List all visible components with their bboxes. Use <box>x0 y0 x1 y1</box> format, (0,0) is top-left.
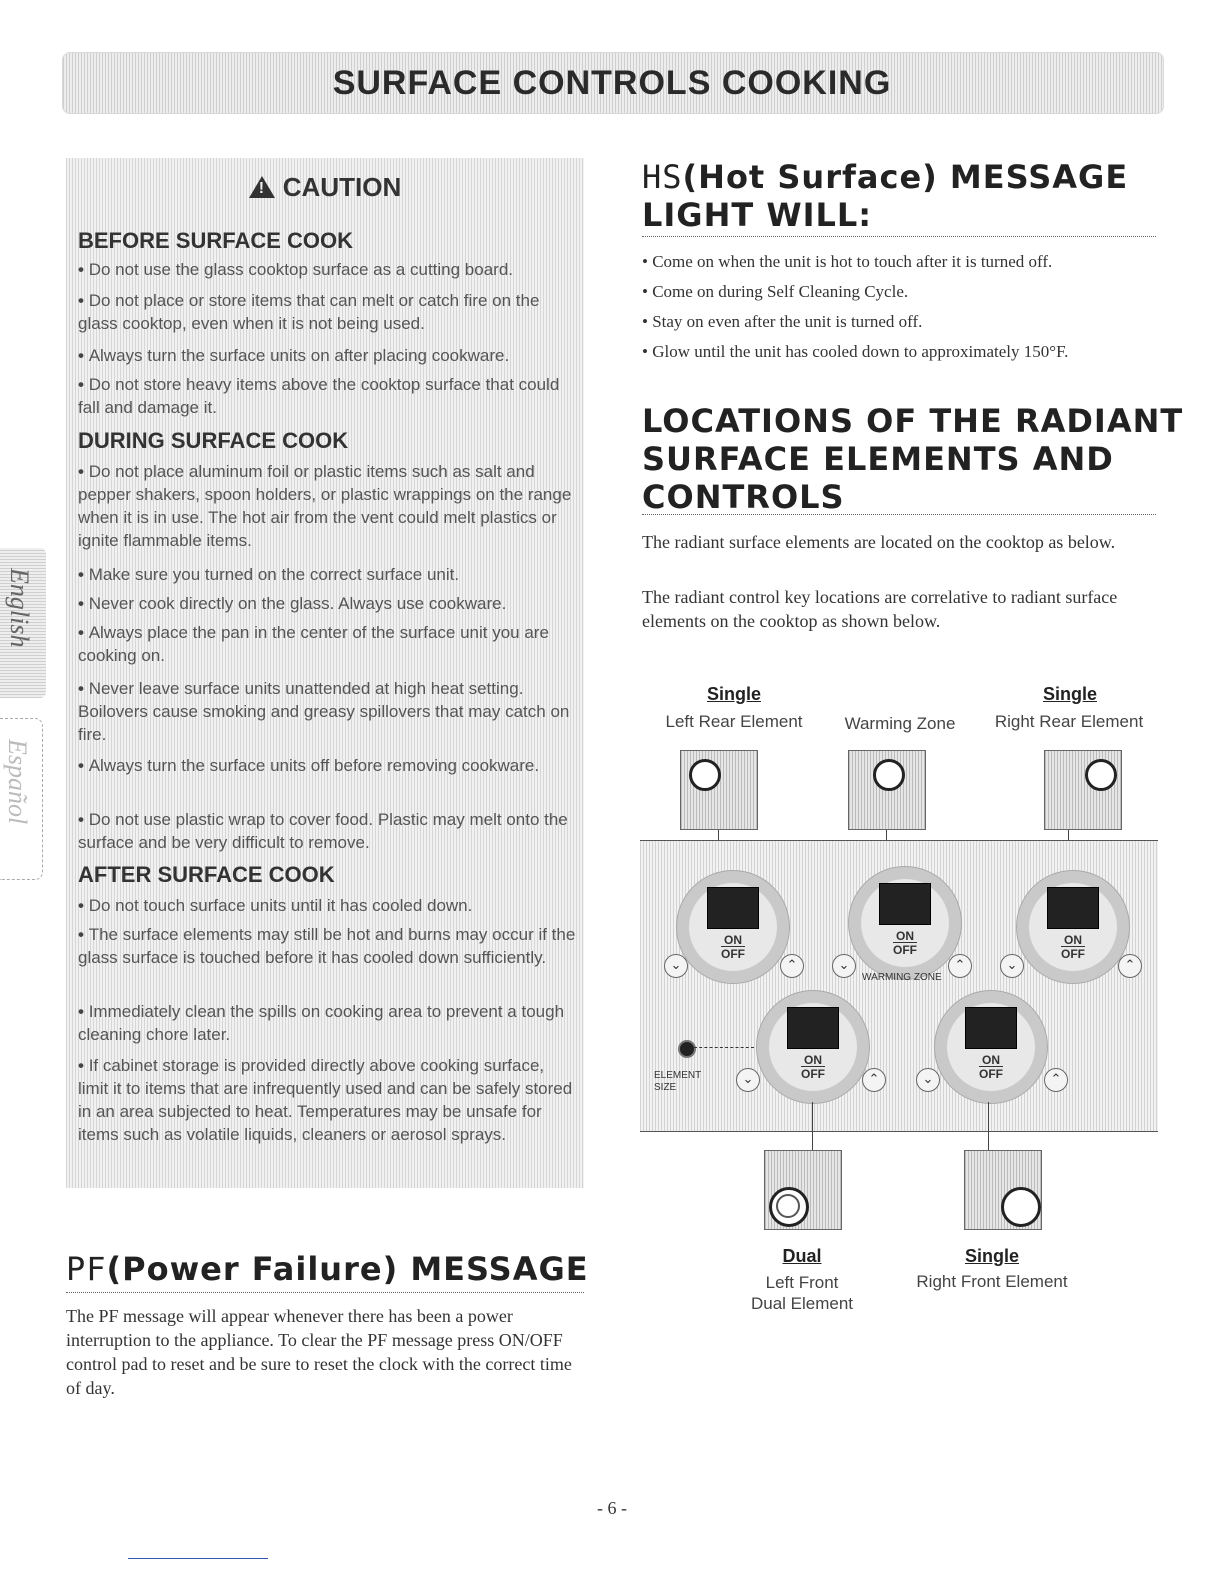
divider <box>642 514 1156 515</box>
section-heading: DURING SURFACE COOK <box>78 428 349 453</box>
caution-item: • Always place the pan in the center of the surface unit you are cooking on. <box>78 623 549 665</box>
tab-espanol[interactable] <box>0 718 43 880</box>
caution-item: • Always turn the surface units on after placing cookware. <box>78 346 510 365</box>
element-type-label: Dual <box>782 1246 822 1266</box>
pf-text: The PF message will appear whenever there has been a power interruption to the appliance. To clear the PF message press ON/OFF control pad to reset and be sure to reset the clock with the correct time of day. <box>66 1306 572 1398</box>
caution-item: • Make sure you turned on the correct surface unit. <box>78 565 460 584</box>
element-type-label: Single <box>1042 684 1097 704</box>
element-name-label: Left Rear Element <box>665 712 803 731</box>
caution-item: • Do not use plastic wrap to cover food. Plastic may melt onto the surface and be very difficult to remove. <box>78 810 568 852</box>
right-front-element <box>964 1150 1042 1230</box>
warming-zone-element <box>848 750 926 830</box>
footer-rule <box>128 1558 268 1559</box>
decrease-button[interactable]: ⌄ <box>832 954 856 978</box>
page-number: - 6 - <box>597 1498 627 1518</box>
hs-item: • Come on during Self Cleaning Cycle. <box>642 282 909 301</box>
knob-display <box>879 883 931 925</box>
knob-display <box>707 887 759 929</box>
caution-item: • Do not place or store items that can melt or catch fire on the glass cooktop, even when it is not being used. <box>78 291 540 333</box>
element-type-label: Single <box>964 1246 1019 1266</box>
tab-english[interactable] <box>0 548 46 698</box>
element-name-label: Right Rear Element <box>994 712 1144 731</box>
left-rear-knob[interactable]: ON $\overline{OFF}$ <box>676 870 790 984</box>
hs-item: • Glow until the unit has cooled down to approximately 150°F. <box>642 342 1069 361</box>
connector-line <box>988 1102 989 1152</box>
right-front-knob[interactable]: ON $\overline{OFF}$ <box>934 990 1048 1104</box>
hs-item: • Come on when the unit is hot to touch after it is turned off. <box>642 252 1053 271</box>
caution-item: • Immediately clean the spills on cooking area to prevent a tough cleaning chore later. <box>78 1002 565 1044</box>
tab-english-label: English <box>5 568 34 648</box>
caution-title: !CAUTION <box>66 172 584 203</box>
element-name-label: Right Front Element <box>916 1272 1068 1291</box>
section-heading: BEFORE SURFACE COOK <box>78 228 354 253</box>
element-name-label: Left Front Dual Element <box>750 1273 854 1313</box>
locations-para-2: The radiant control key locations are correlative to radiant surface elements on the cooktop as shown below. <box>642 587 1118 631</box>
caution-item: • Do not use the glass cooktop surface as a cutting board. <box>78 260 513 279</box>
element-name-label: Warming Zone <box>844 714 956 733</box>
divider <box>642 236 1156 237</box>
warning-icon <box>249 176 275 198</box>
caution-item: • Do not store heavy items above the cooktop surface that could fall and damage it. <box>78 375 560 417</box>
increase-button[interactable]: ⌃ <box>948 954 972 978</box>
caution-item: • Do not place aluminum foil or plastic items such as salt and pepper shakers, spoon holders, or plastic wrappings on the range when it is in use. The hot air from the vent could melt plastics or ignite flammable items. <box>78 462 572 550</box>
hs-heading-line2: LIGHT WILL: <box>642 196 873 234</box>
knob-display <box>965 1007 1017 1049</box>
element-size-label: ELEMENT SIZE <box>654 1070 702 1093</box>
element-type-label: Single <box>706 684 761 704</box>
locations-heading: LOCATIONS OF THE RADIANT SURFACE ELEMENTS AND CONTROLS <box>642 402 1184 516</box>
knob-display <box>787 1007 839 1049</box>
decrease-button[interactable]: ⌄ <box>916 1068 940 1092</box>
decrease-button[interactable]: ⌄ <box>664 954 688 978</box>
decrease-button[interactable]: ⌄ <box>736 1068 760 1092</box>
connector-line <box>812 1102 813 1152</box>
divider <box>66 1292 584 1293</box>
hs-item: • Stay on even after the unit is turned off. <box>642 312 923 331</box>
caution-item: • Never cook directly on the glass. Always use cookware. <box>78 594 507 613</box>
tab-espanol-label: Español <box>3 739 32 825</box>
right-rear-element <box>1044 750 1122 830</box>
caution-item: • Never leave surface units unattended at high heat setting. Boilovers cause smoking and greasy spillovers that may catch on fire. <box>78 679 570 744</box>
locations-para-1: The radiant surface elements are located on the cooktop as below. <box>642 532 1116 552</box>
page-title: SURFACE CONTROLS COOKING <box>332 64 892 102</box>
warming-zone-label: WARMING ZONE <box>862 972 942 983</box>
left-front-dual-element <box>764 1150 842 1230</box>
increase-button[interactable]: ⌃ <box>780 954 804 978</box>
caution-item: • Always turn the surface units off before removing cookware. <box>78 756 540 775</box>
caution-item: • Do not touch surface units until it has cooled down. <box>78 896 473 915</box>
increase-button[interactable]: ⌃ <box>1044 1068 1068 1092</box>
left-front-knob[interactable]: ON $\overline{OFF}$ <box>756 990 870 1104</box>
knob-display <box>1047 887 1099 929</box>
increase-button[interactable]: ⌃ <box>1118 954 1142 978</box>
element-size-indicator <box>678 1040 696 1058</box>
caution-item: • The surface elements may still be hot and burns may occur if the glass surface is touched before it has cooled down sufficiently. <box>78 925 576 967</box>
left-rear-element <box>680 750 758 830</box>
hs-heading: HS(Hot Surface) MESSAGE <box>642 158 1129 196</box>
pf-heading: PF(Power Failure) MESSAGE <box>66 1250 589 1288</box>
connector-line <box>694 1047 754 1048</box>
right-rear-knob[interactable]: ON $\overline{OFF}$ <box>1016 870 1130 984</box>
section-heading: AFTER SURFACE COOK <box>78 862 335 887</box>
warming-zone-knob[interactable]: ON $\overline{OFF}$ <box>848 866 962 980</box>
decrease-button[interactable]: ⌄ <box>1000 954 1024 978</box>
increase-button[interactable]: ⌃ <box>862 1068 886 1092</box>
caution-item: • If cabinet storage is provided directly above cooking surface, limit it to items that are infrequently used and can be safely stored in an area subjected to heat. Temperatures may be unsafe for items such as volatile liquids, cleaners or aerosol sprays. <box>78 1056 573 1144</box>
